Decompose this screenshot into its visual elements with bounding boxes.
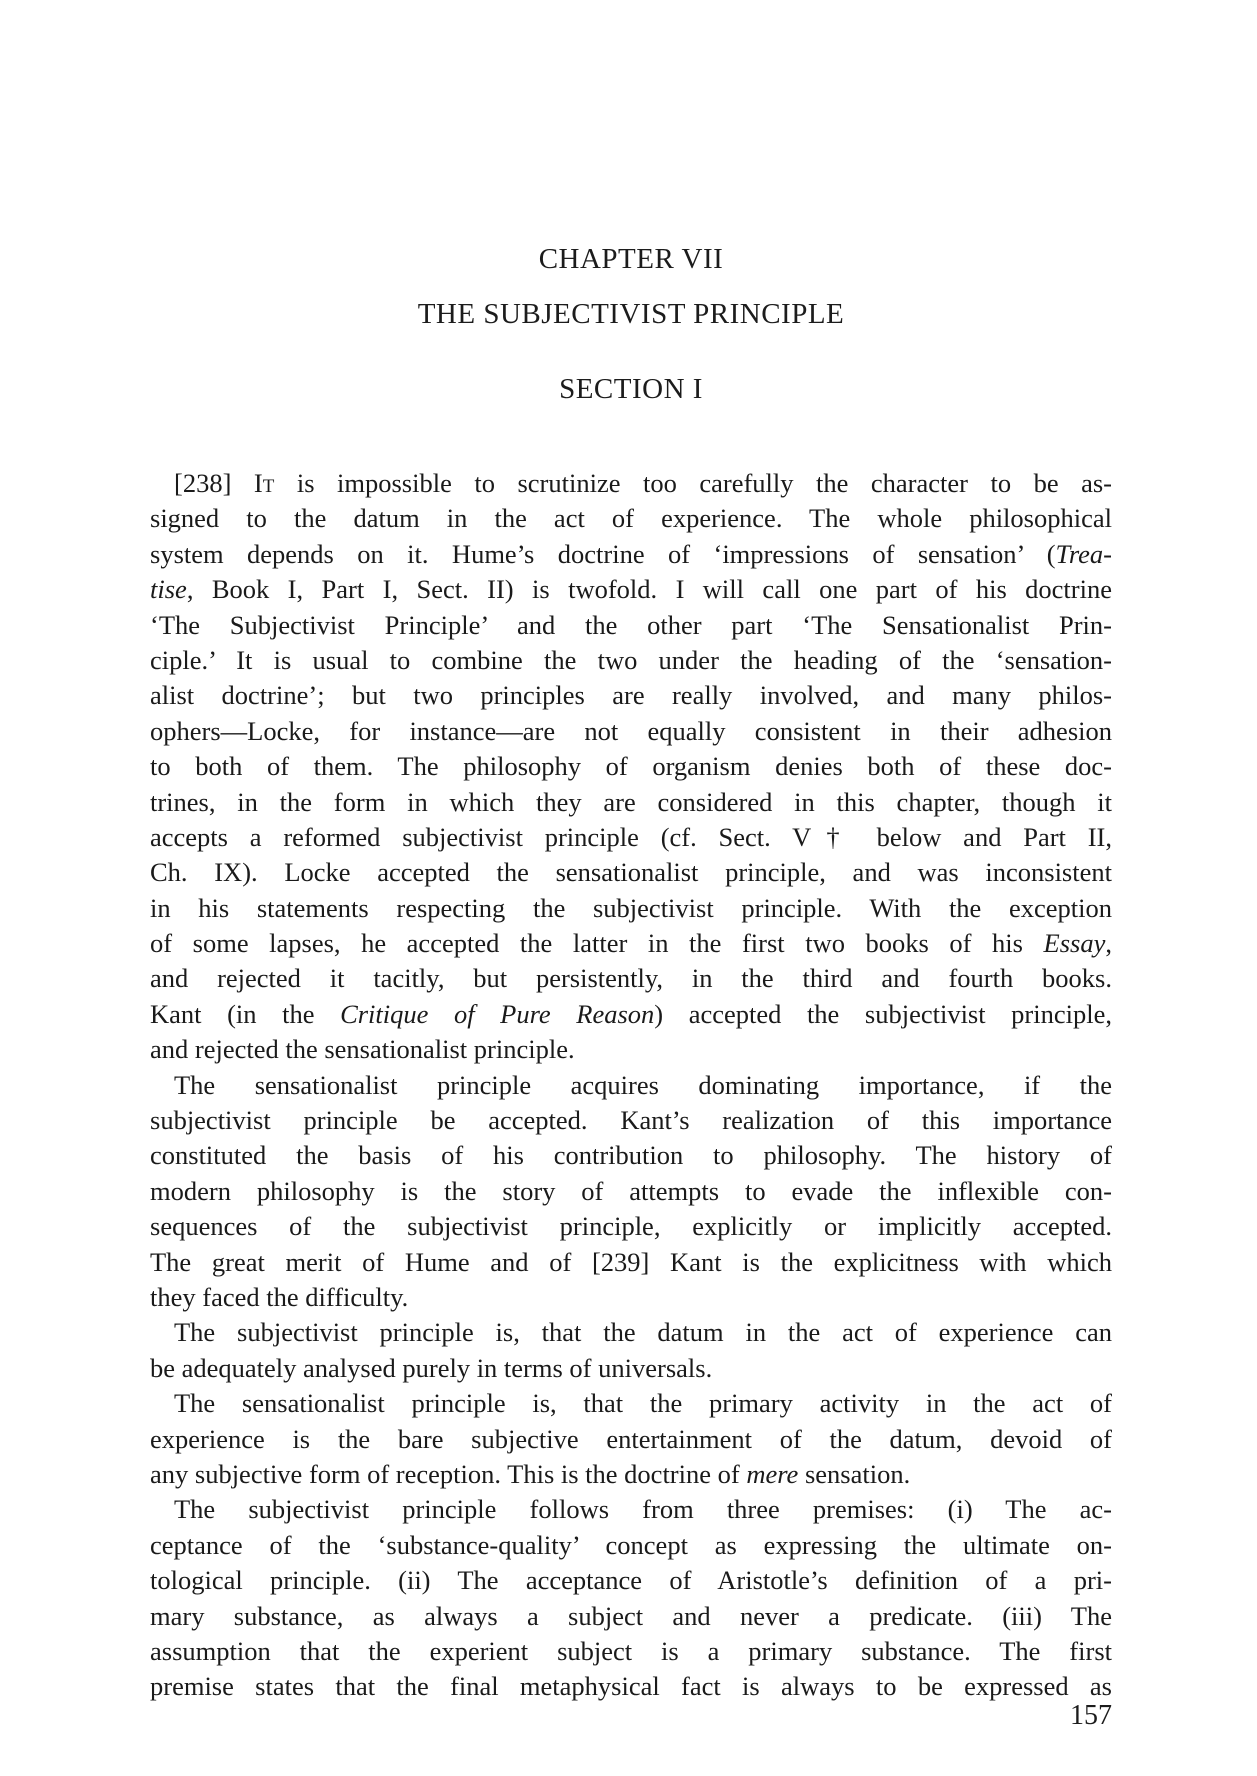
text-segment: Kant (in the (150, 998, 341, 1029)
text-segment: of some lapses, he accepted the latter in the first two books of his (150, 928, 1044, 959)
text-segment: ‘The Subjectivist Principle’ and the other part ‘The Sensationalist Prin- (150, 609, 1112, 640)
text-segment: assumption that the experient subject is a primary substance. The first (150, 1635, 1112, 1666)
text-line (150, 1599, 1112, 1634)
text-segment: tological principle. (ii) The acceptance of Aristotle’s definition of a pri- (150, 1565, 1112, 1596)
text-line (150, 1280, 1112, 1315)
text-segment: is impossible to scrutinize too carefully the character to be as- (274, 468, 1112, 498)
text-segment: The great merit of Hume and of [239] Kant is the explicitness with which (150, 1246, 1112, 1277)
text-line (150, 926, 1112, 961)
text-segment: , Book I, Part I, Sect. II) is twofold. I will call one part of his doctrine (186, 574, 1112, 605)
text-segment: modern philosophy is the story of attempts to evade the inflexible con- (150, 1175, 1112, 1206)
text-segment: sensation. (798, 1458, 911, 1489)
text-segment: any subjective form of reception. This is the doctrine of (150, 1458, 747, 1489)
italic-text: mere (746, 1458, 799, 1489)
text-line (150, 1492, 1112, 1527)
text-line (150, 1634, 1112, 1669)
italic-text: Essay (1043, 928, 1106, 959)
text-line (150, 1174, 1112, 1209)
text-line (150, 1245, 1112, 1280)
text-segment: Ch. IX). Locke accepted the sensationalist principle, and was inconsistent (150, 857, 1112, 888)
text-line (150, 1351, 1112, 1386)
text-segment: The sensationalist principle is, that the primary activity in the act of (174, 1388, 1112, 1419)
text-segment: premise states that the final metaphysical fact is always to be expressed as (150, 1671, 1112, 1702)
text-segment: constituted the basis of his contribution to philosophy. The history of (150, 1140, 1112, 1171)
text-line (150, 678, 1112, 713)
text-line (150, 501, 1112, 536)
text-segment: , (1105, 928, 1112, 959)
text-line (150, 608, 1112, 643)
text-segment: sequences of the subjectivist principle, explicitly or implicitly accepted. (150, 1211, 1112, 1242)
text-line (150, 749, 1112, 784)
text-segment: ) accepted the subjectivist principle, (654, 998, 1112, 1029)
text-line (150, 1068, 1112, 1103)
text-line (150, 1103, 1112, 1138)
text-line (150, 1457, 1112, 1492)
text-segment: experience is the bare subjective entertainment of the datum, devoid of (150, 1423, 1112, 1454)
italic-text: tise (150, 574, 187, 605)
italic-text: Critique of Pure Reason (340, 998, 655, 1029)
text-segment: in his statements respecting the subjectivist principle. With the exception (150, 892, 1112, 923)
text-line (150, 1669, 1112, 1704)
text-segment: subjectivist principle be accepted. Kant’s realization of this importance (150, 1105, 1112, 1136)
small-caps-text: It (253, 468, 275, 498)
text-line (150, 572, 1112, 607)
italic-text: Trea- (1055, 538, 1112, 569)
text-line (150, 997, 1112, 1032)
text-segment: and rejected it tacitly, but persistently, in the third and fourth books. (150, 963, 1112, 994)
text-line (150, 820, 1112, 855)
text-line (150, 1563, 1112, 1598)
body-text (150, 466, 1112, 1705)
text-line (150, 537, 1112, 572)
text-segment: they faced the difficulty. (150, 1281, 409, 1312)
text-segment: signed to the datum in the act of experience. The whole philosophical (150, 503, 1112, 534)
text-line (150, 1315, 1112, 1350)
text-segment: The sensationalist principle acquires dominating importance, if the (174, 1069, 1112, 1100)
text-line (150, 714, 1112, 749)
text-segment: be adequately analysed purely in terms of universals. (150, 1352, 713, 1383)
text-segment: alist doctrine’; but two principles are really involved, and many philos- (150, 680, 1112, 711)
text-segment: to both of them. The philosophy of organism denies both of these doc- (150, 751, 1112, 782)
text-segment: and rejected the sensationalist principle. (150, 1034, 575, 1065)
text-line (150, 1032, 1112, 1067)
text-segment: mary substance, as always a subject and never a predicate. (iii) The (150, 1600, 1112, 1631)
text-segment: ceptance of the ‘substance-quality’ concept as expressing the ultimate on- (150, 1529, 1112, 1560)
text-segment: The subjectivist principle is, that the datum in the act of experience can (174, 1317, 1112, 1348)
text-line (150, 466, 1112, 501)
text-line (150, 891, 1112, 926)
page-number: 157 (1070, 1700, 1112, 1731)
text-line (150, 961, 1112, 996)
text-line (150, 855, 1112, 890)
section-label: SECTION I (559, 373, 703, 405)
text-segment: accepts a reformed subjectivist principle (cf. Sect. V† below and Part II, (150, 821, 1112, 852)
chapter-title: THE SUBJECTIVIST PRINCIPLE (417, 298, 845, 330)
text-line (150, 1138, 1112, 1173)
text-line (150, 1528, 1112, 1563)
chapter-label: CHAPTER VII (538, 243, 724, 275)
text-line (150, 1422, 1112, 1457)
text-segment: [238] (174, 468, 254, 498)
text-segment: ophers—Locke, for instance—are not equally consistent in their adhesion (150, 715, 1112, 746)
text-line (150, 785, 1112, 820)
text-segment: system depends on it. Hume’s doctrine of ‘impressions of sensation’ ( (150, 538, 1056, 569)
text-segment: The subjectivist principle follows from three premises: (i) The ac- (174, 1494, 1112, 1525)
text-line (150, 1209, 1112, 1244)
text-line (150, 643, 1112, 678)
text-line (150, 1386, 1112, 1421)
text-segment: ciple.’ It is usual to combine the two under the heading of the ‘sensation- (150, 644, 1112, 675)
text-segment: trines, in the form in which they are considered in this chapter, though it (150, 786, 1112, 817)
